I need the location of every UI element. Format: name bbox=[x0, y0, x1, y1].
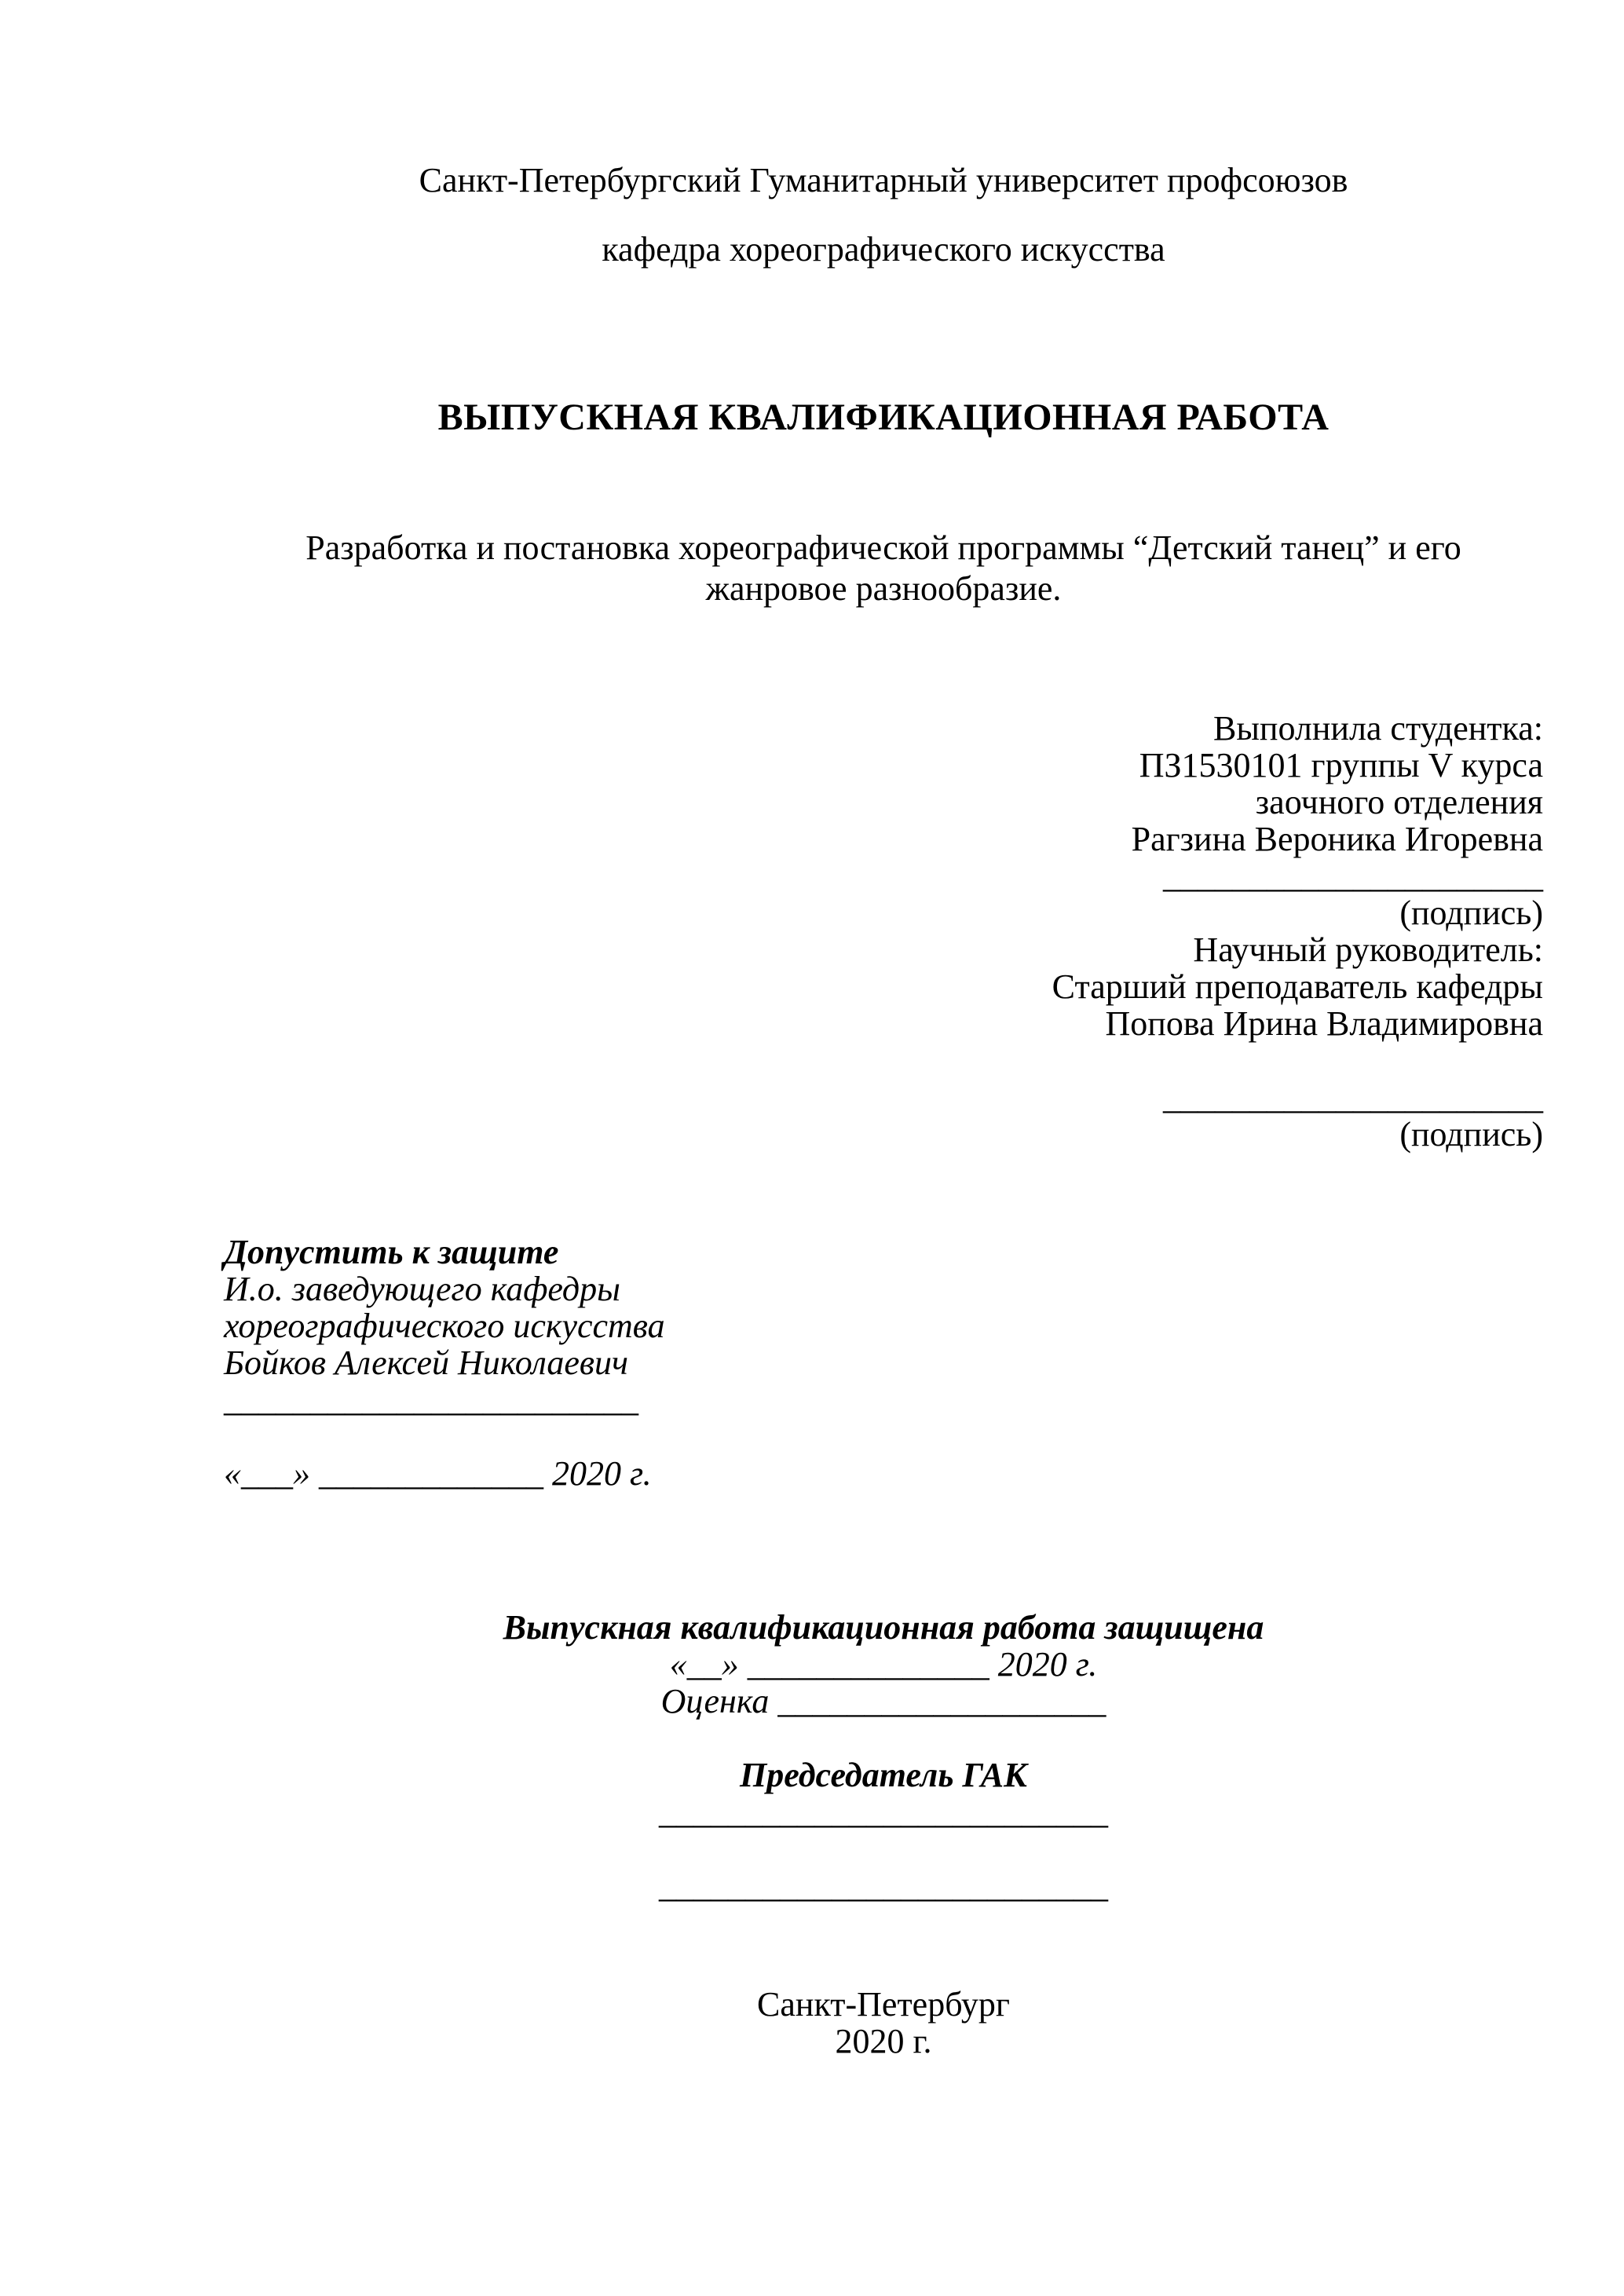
chairman-heading: Председатель ГАК bbox=[740, 1756, 1027, 1794]
grade-line: Оценка ___________________ bbox=[660, 1682, 1106, 1720]
advisor-position: Старший преподаватель кафедры bbox=[1052, 967, 1543, 1006]
thesis-topic-line1: Разработка и постановка хореографической программы “Детский танец” и его bbox=[305, 528, 1461, 567]
advisor-signature-line: ______________________ bbox=[1163, 1078, 1543, 1117]
department-name: кафедра хореографического искусства bbox=[602, 230, 1165, 269]
blank-line bbox=[224, 1720, 1543, 1757]
thesis-type-heading: ВЫПУСКНАЯ КВАЛИФИКАЦИОННАЯ РАБОТА bbox=[437, 397, 1330, 438]
approval-block bbox=[224, 1234, 821, 1492]
chairman-signature-line1: __________________________ bbox=[659, 1793, 1108, 1831]
advisor-signature-caption: (подпись) bbox=[1399, 1115, 1543, 1153]
thesis-topic-line2: жанровое разнообразие. bbox=[705, 569, 1062, 608]
advisor-name: Попова Ирина Владимировна bbox=[1105, 1004, 1543, 1043]
student-group: ПЗ1530101 группы V курса bbox=[1139, 746, 1543, 784]
defended-heading: Выпускная квалификационная работа защищена bbox=[503, 1608, 1264, 1647]
chairman-signature-line2: __________________________ bbox=[659, 1866, 1108, 1905]
student-department: заочного отделения bbox=[1255, 783, 1543, 821]
footer-block bbox=[224, 1986, 1543, 2060]
approval-date-line: «___» _____________ 2020 г. bbox=[224, 1454, 652, 1493]
student-signature-line: ______________________ bbox=[1163, 857, 1543, 895]
defense-date-line: «__» ______________ 2020 г. bbox=[669, 1645, 1098, 1684]
defense-block bbox=[224, 1609, 1543, 1904]
blank-line bbox=[224, 1830, 1543, 1867]
advisor-label: Научный руководитель: bbox=[1193, 930, 1543, 969]
approval-signature-line: ________________________ bbox=[224, 1380, 638, 1419]
thesis-topic bbox=[224, 528, 1543, 609]
student-info-block bbox=[224, 710, 1543, 1153]
footer-year: 2020 г. bbox=[835, 2022, 932, 2060]
blank-line bbox=[224, 1042, 1543, 1079]
student-signature-caption: (подпись) bbox=[1399, 894, 1543, 932]
footer-city: Санкт-Петербург bbox=[757, 1985, 1010, 2024]
blank-line bbox=[224, 1418, 821, 1455]
admit-to-defense-heading: Допустить к защите bbox=[224, 1233, 559, 1271]
student-name: Рагзина Вероника Игоревна bbox=[1131, 820, 1543, 858]
acting-head-position-line1: И.о. заведующего кафедры bbox=[224, 1270, 620, 1308]
acting-head-position-line2: хореографического искусства bbox=[224, 1307, 665, 1345]
acting-head-name: Бойков Алексей Николаевич bbox=[224, 1344, 628, 1382]
performed-by-label: Выполнила студентка: bbox=[1213, 709, 1543, 748]
university-name: Санкт-Петербургский Гуманитарный университет профсоюзов bbox=[419, 161, 1348, 199]
